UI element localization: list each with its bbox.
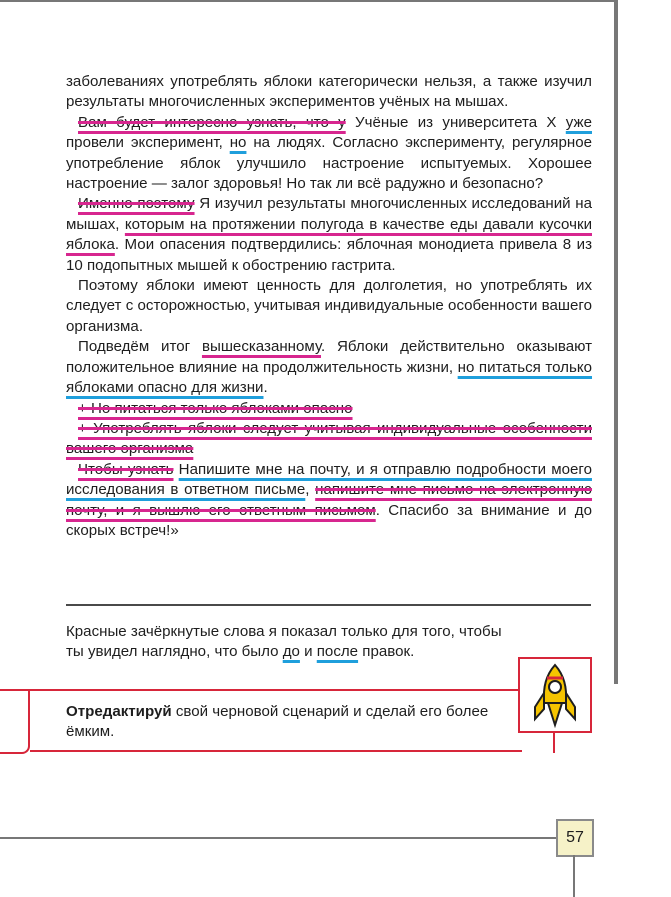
highlighted-word: вышесказанному bbox=[201, 338, 321, 356]
paragraph-4 bbox=[66, 276, 592, 337]
text: Подведём итог bbox=[78, 338, 202, 356]
deleted-phrase: Именно поэтому bbox=[78, 195, 195, 213]
footnote bbox=[66, 622, 506, 663]
rocket-badge bbox=[518, 657, 592, 733]
task-verb: Отредактируй bbox=[66, 703, 172, 720]
page-frame-bottom bbox=[0, 837, 558, 839]
text: и bbox=[299, 643, 317, 661]
text: . bbox=[263, 379, 268, 397]
task-corner bbox=[0, 689, 30, 754]
deleted-phrase: Вам будет интересно узнать, что у bbox=[78, 113, 346, 131]
deleted-line: + Но питаться только яблоками опасно bbox=[78, 399, 353, 417]
deleted-line: + Употреблять яблоки следует учитывая индивидуальные особенности вашего организма bbox=[66, 419, 592, 458]
text: заболеваниях употреблять яблоки категорически нельзя, а также изучил результаты многочисленных экспериментов учёных на мышах. bbox=[66, 73, 592, 111]
text: Учёные из университета Х bbox=[345, 113, 566, 131]
added-phrase: Напишите мне на почту, и я отправлю подробности моего исследования в ответном письме bbox=[66, 460, 592, 499]
after-word: после bbox=[316, 643, 359, 661]
text: правок. bbox=[358, 643, 415, 661]
task-top-line bbox=[0, 689, 522, 691]
added-word: но bbox=[229, 134, 247, 152]
page-number-stem bbox=[573, 855, 575, 897]
task-bottom-line bbox=[30, 750, 522, 752]
before-word: до bbox=[282, 643, 300, 661]
text: провели эксперимент, bbox=[66, 134, 230, 152]
paragraph-3 bbox=[66, 194, 592, 276]
paragraph-1 bbox=[66, 72, 592, 113]
text: Поэтому яблоки имеют ценность для долголетия, но употреблять их следует с осторожностью, учитывая индивидуальные особенности вашего организма. bbox=[66, 277, 592, 335]
paragraph-8 bbox=[66, 460, 592, 542]
rocket-connector bbox=[553, 731, 555, 753]
rocket-icon bbox=[520, 659, 590, 731]
text: . Яблоки действительно оказывают положительное влияние на продолжительность жизни, bbox=[66, 338, 592, 376]
text: Я изучил результаты многочисленных исследований на мышах, bbox=[66, 195, 592, 233]
task-text bbox=[66, 702, 506, 742]
highlighted-phrase: которым на протяжении полугода в качестве еды давали кусочки яблока bbox=[66, 215, 592, 254]
added-phrase: но питаться только яблоками опасно для жизни bbox=[66, 358, 593, 397]
text: Красные зачёркнутые слова я показал только для того, чтобы ты увидел наглядно, что было bbox=[66, 623, 502, 661]
paragraph-5 bbox=[66, 337, 592, 398]
added-word: уже bbox=[565, 113, 592, 131]
text: . Мои опасения подтвердились: яблочная монодиета привела 8 из 10 подопытных мышей к обострению гастрита. bbox=[66, 236, 592, 274]
text: , bbox=[305, 481, 316, 499]
text: на людях. Согласно эксперименту, регулярное употребление яблок улучшило настроение испытуемых. Хорошее настроение — залог здоровья! Но так ли всё радужно и безопасно? bbox=[66, 134, 592, 193]
deleted-phrase: напишите мне письмо на электронную почту, и я вышлю его ответным письмом bbox=[66, 481, 593, 519]
paragraph-7 bbox=[66, 419, 592, 460]
paragraph-6 bbox=[66, 399, 592, 419]
separator bbox=[66, 604, 591, 606]
page-frame-top bbox=[0, 0, 616, 2]
story-text bbox=[66, 72, 592, 541]
task-rest: свой черновой сценарий и сделай его более ёмким. bbox=[66, 703, 489, 740]
page-frame-right bbox=[614, 0, 618, 684]
text: . Спасибо за внимание и до скорых встреч!» bbox=[66, 501, 592, 539]
page-number: 57 bbox=[556, 819, 594, 857]
deleted-phrase: Чтобы узнать bbox=[78, 460, 174, 478]
paragraph-2 bbox=[66, 113, 592, 195]
